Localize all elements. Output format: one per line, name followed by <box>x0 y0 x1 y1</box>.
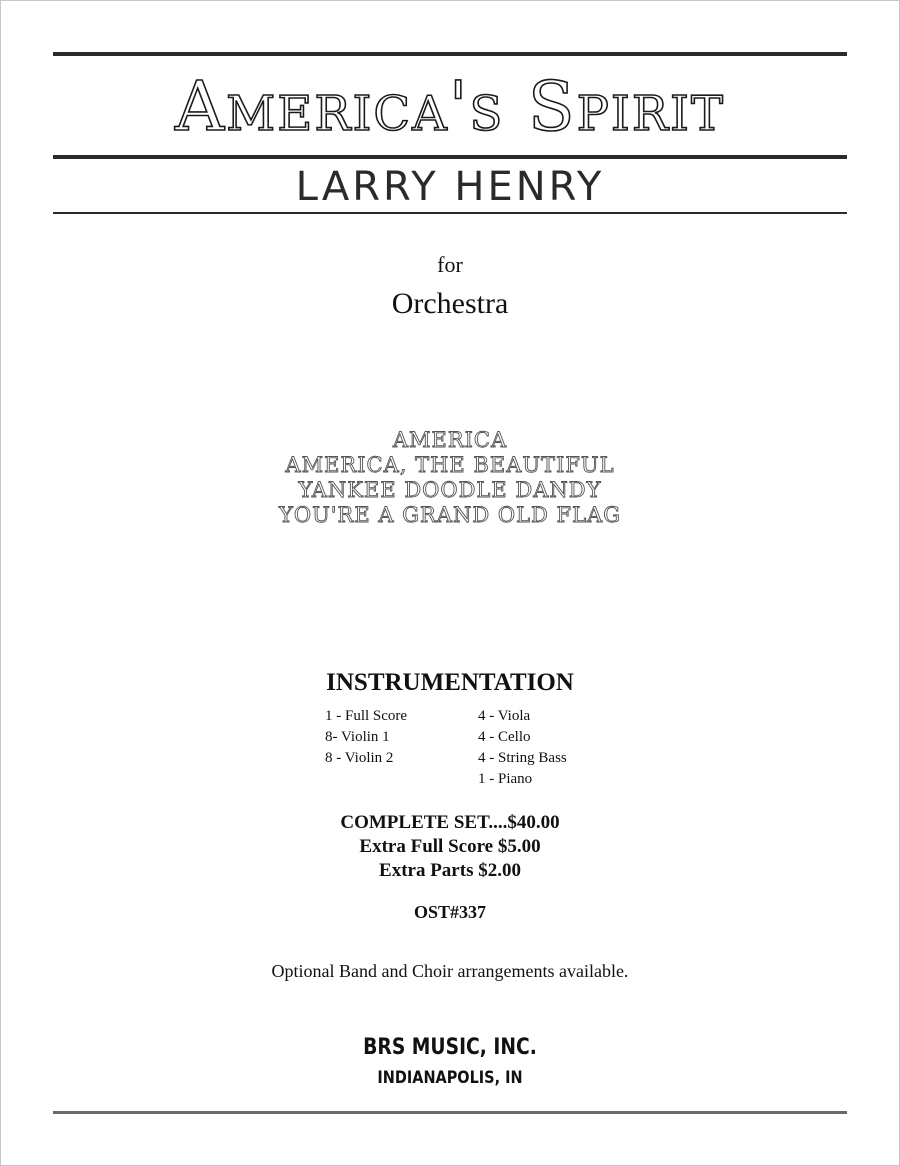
song-item: AMERICA <box>392 428 508 452</box>
composer-underline-rule <box>53 212 847 214</box>
instrument-item: 1 - Piano <box>478 771 533 787</box>
instrumentation-heading: INSTRUMENTATION <box>326 669 574 696</box>
instrument-item: 8- Violin 1 <box>325 729 390 745</box>
catalog-number: OST#337 <box>413 902 487 922</box>
arrangements-note: Optional Band and Choir arrangements available. <box>271 961 629 981</box>
extra-parts-price: Extra Parts $2.00 <box>379 860 521 881</box>
song-item: AMERICA, THE BEAUTIFUL <box>285 453 615 477</box>
extra-full-score-price: Extra Full Score $5.00 <box>359 836 541 857</box>
instrumentation-left-column <box>325 706 407 769</box>
song-item: YANKEE DOODLE DANDY <box>298 478 602 502</box>
instrument-item: 8 - Violin 2 <box>325 750 394 766</box>
complete-set-price: COMPLETE SET....$40.00 <box>340 812 560 833</box>
publisher-city: INDIANAPOLIS, IN <box>377 1068 523 1088</box>
publisher-name: BRS MUSIC, INC. <box>363 1035 537 1060</box>
ensemble-label: Orchestra <box>391 287 509 320</box>
piece-title: America's Spirit <box>175 68 725 147</box>
composer-name: LARRY HENRY <box>295 164 605 210</box>
instrument-item: 4 - Cello <box>478 729 531 745</box>
instrument-item: 4 - Viola <box>478 708 531 724</box>
song-list <box>0 428 900 528</box>
top-rule <box>53 52 847 56</box>
title-divider-rule <box>53 155 847 159</box>
instrument-item: 4 - String Bass <box>478 750 567 766</box>
pricing-block <box>0 811 900 883</box>
instrumentation-right-column <box>478 706 567 790</box>
for-label: for <box>437 252 463 277</box>
instrument-item: 1 - Full Score <box>325 708 408 724</box>
song-item: YOU'RE A GRAND OLD FLAG <box>279 503 621 527</box>
bottom-rule <box>53 1111 847 1114</box>
